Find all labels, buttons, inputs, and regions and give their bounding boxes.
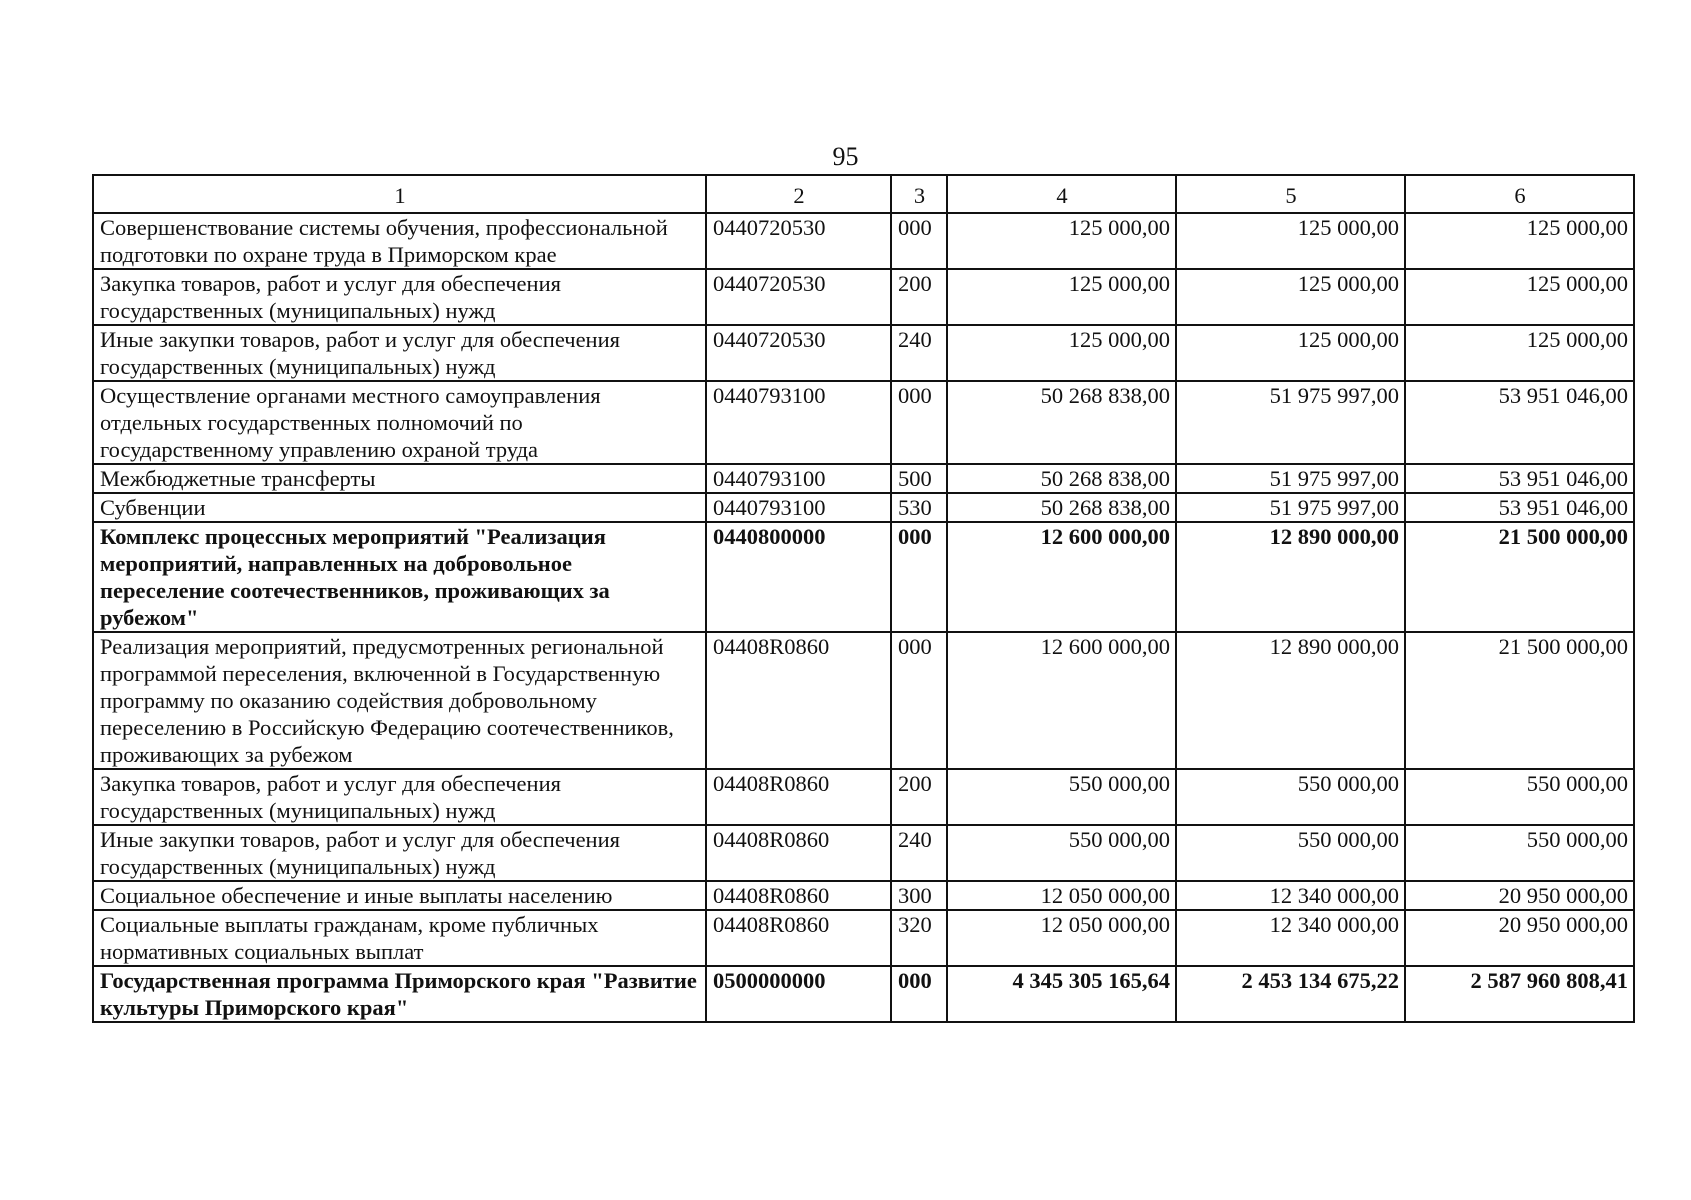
table-row [93,269,1634,325]
row-amount-5: 550 000,00 [1176,825,1405,881]
row-expense-type: 200 [891,769,947,825]
table-row [93,632,1634,769]
table-row [93,464,1634,493]
row-amount-5: 125 000,00 [1176,213,1405,269]
row-amount-6: 125 000,00 [1405,325,1634,381]
row-amount-5: 51 975 997,00 [1176,464,1405,493]
row-code: 0440720530 [706,325,891,381]
row-name: Закупка товаров, работ и услуг для обеспечения государственных (муниципальных) нужд [93,269,706,325]
table-row [93,493,1634,522]
row-amount-5: 125 000,00 [1176,325,1405,381]
table-row [93,910,1634,966]
row-amount-5: 12 890 000,00 [1176,632,1405,769]
row-amount-6: 125 000,00 [1405,213,1634,269]
row-amount-5: 51 975 997,00 [1176,381,1405,464]
table-row [93,325,1634,381]
row-expense-type: 240 [891,825,947,881]
table-row [93,966,1634,1022]
row-amount-4: 125 000,00 [947,325,1176,381]
row-code: 0440800000 [706,522,891,632]
row-amount-4: 50 268 838,00 [947,493,1176,522]
row-code: 04408R0860 [706,881,891,910]
row-name: Иные закупки товаров, работ и услуг для обеспечения государственных (муниципальных) нужд [93,825,706,881]
row-code: 04408R0860 [706,910,891,966]
row-amount-4: 4 345 305 165,64 [947,966,1176,1022]
row-name: Закупка товаров, работ и услуг для обеспечения государственных (муниципальных) нужд [93,769,706,825]
column-header-1: 1 [93,175,706,213]
row-amount-6: 21 500 000,00 [1405,632,1634,769]
row-expense-type: 000 [891,632,947,769]
row-amount-4: 550 000,00 [947,769,1176,825]
table-row [93,769,1634,825]
row-amount-5: 12 340 000,00 [1176,910,1405,966]
row-name: Субвенции [93,493,706,522]
row-expense-type: 000 [891,522,947,632]
row-code: 04408R0860 [706,769,891,825]
row-amount-6: 21 500 000,00 [1405,522,1634,632]
row-amount-4: 550 000,00 [947,825,1176,881]
row-amount-6: 20 950 000,00 [1405,881,1634,910]
column-header-3: 3 [891,175,947,213]
row-amount-5: 125 000,00 [1176,269,1405,325]
row-amount-4: 125 000,00 [947,213,1176,269]
row-name: Социальные выплаты гражданам, кроме публичных нормативных социальных выплат [93,910,706,966]
table-row [93,381,1634,464]
row-expense-type: 200 [891,269,947,325]
row-code: 0440793100 [706,464,891,493]
row-amount-4: 125 000,00 [947,269,1176,325]
row-amount-6: 550 000,00 [1405,769,1634,825]
row-amount-6: 125 000,00 [1405,269,1634,325]
row-expense-type: 000 [891,381,947,464]
column-header-4: 4 [947,175,1176,213]
row-amount-4: 12 600 000,00 [947,632,1176,769]
row-name: Социальное обеспечение и иные выплаты населению [93,881,706,910]
row-amount-6: 53 951 046,00 [1405,464,1634,493]
row-amount-4: 50 268 838,00 [947,464,1176,493]
row-code: 0440793100 [706,493,891,522]
row-amount-4: 12 050 000,00 [947,910,1176,966]
row-amount-6: 53 951 046,00 [1405,381,1634,464]
row-code: 0440793100 [706,381,891,464]
row-amount-5: 12 340 000,00 [1176,881,1405,910]
row-amount-5: 2 453 134 675,22 [1176,966,1405,1022]
row-code: 0440720530 [706,269,891,325]
row-name: Государственная программа Приморского края "Развитие культуры Приморского края" [93,966,706,1022]
row-amount-4: 12 600 000,00 [947,522,1176,632]
row-name: Межбюджетные трансферты [93,464,706,493]
row-expense-type: 530 [891,493,947,522]
row-amount-6: 550 000,00 [1405,825,1634,881]
row-amount-4: 12 050 000,00 [947,881,1176,910]
row-expense-type: 240 [891,325,947,381]
row-amount-4: 50 268 838,00 [947,381,1176,464]
row-amount-6: 20 950 000,00 [1405,910,1634,966]
row-amount-6: 2 587 960 808,41 [1405,966,1634,1022]
row-code: 0500000000 [706,966,891,1022]
row-expense-type: 300 [891,881,947,910]
row-code: 0440720530 [706,213,891,269]
column-header-6: 6 [1405,175,1634,213]
row-expense-type: 000 [891,966,947,1022]
row-amount-5: 12 890 000,00 [1176,522,1405,632]
row-amount-6: 53 951 046,00 [1405,493,1634,522]
table-row [93,881,1634,910]
table-row [93,213,1634,269]
column-header-2: 2 [706,175,891,213]
row-amount-5: 51 975 997,00 [1176,493,1405,522]
row-name: Иные закупки товаров, работ и услуг для обеспечения государственных (муниципальных) нужд [93,325,706,381]
row-amount-5: 550 000,00 [1176,769,1405,825]
row-name: Совершенствование системы обучения, профессиональной подготовки по охране труда в Приморском крае [93,213,706,269]
row-code: 04408R0860 [706,825,891,881]
row-expense-type: 000 [891,213,947,269]
header-row [93,175,1634,213]
row-code: 04408R0860 [706,632,891,769]
row-expense-type: 320 [891,910,947,966]
budget-table [92,174,1635,1023]
row-expense-type: 500 [891,464,947,493]
row-name: Комплекс процессных мероприятий "Реализация мероприятий, направленных на добровольное переселение соотечественников, проживающих за рубежом" [93,522,706,632]
table-row [93,522,1634,632]
column-header-5: 5 [1176,175,1405,213]
row-name: Осуществление органами местного самоуправления отдельных государственных полномочий по государственному управлению охраной труда [93,381,706,464]
table-row [93,825,1634,881]
row-name: Реализация мероприятий, предусмотренных региональной программой переселения, включенной в Государственную программу по оказанию содействия добровольному переселению в Российскую Федерацию соотечественников, проживающих за рубежом [93,632,706,769]
page-number: 95 [832,142,859,171]
